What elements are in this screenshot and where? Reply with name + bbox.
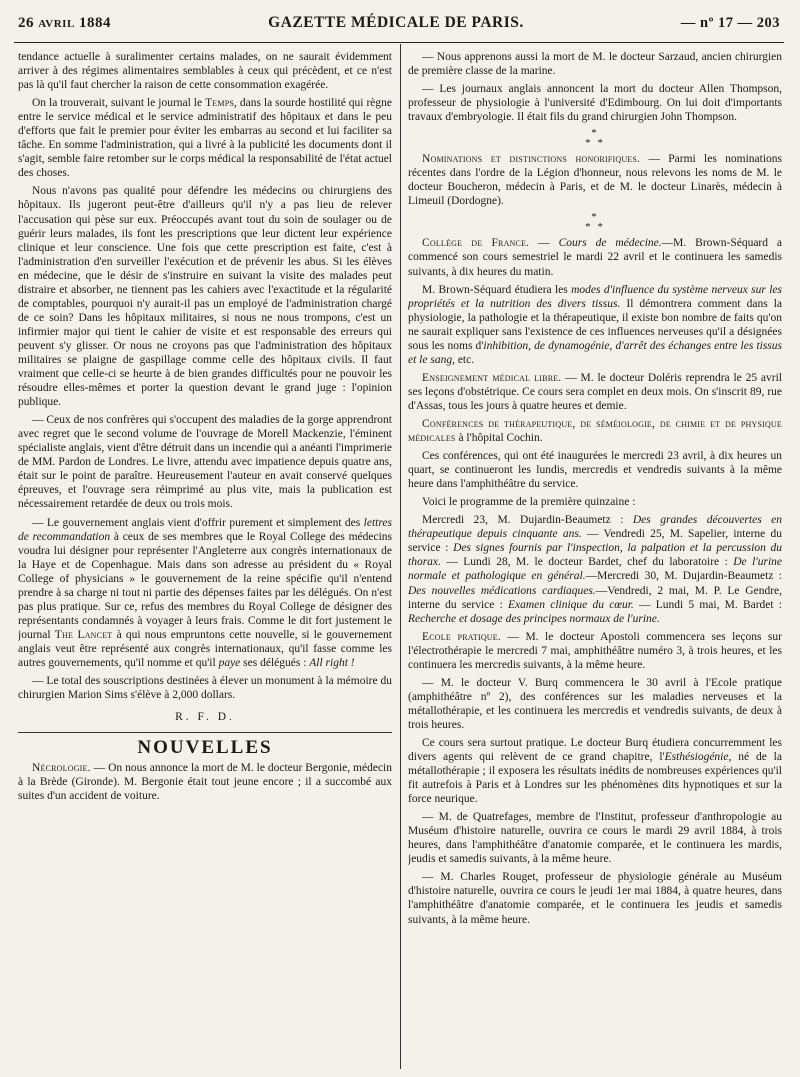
paragraph: — Nous apprenons aussi la mort de M. le docteur Sarzaud, ancien chirurgien de première classe de la marine. (408, 51, 782, 78)
paragraph: Nominations et distinctions honorifiques. — Parmi les nominations récentes dans l'ordre de la Légion d'honneur, nous relevons les noms de M. le docteur Boucheron, médecin à Paris, et de M. le docteur Linarès, médecin à Limeuil (Dordogne). (408, 153, 782, 208)
journal-name-lancet: The Lancet (54, 628, 113, 641)
issue-number: — nº 17 — 203 (680, 15, 780, 31)
paragraph: Enseignement médical libre. — M. le docteur Doléris reprendra le 25 avril ses leçons d'obstétrique. Ce cours sera complet en deux mois. On s'inscrit 89, rue d'Assas, tous les jours à quatre heures et demie. (408, 371, 782, 412)
column-divider (400, 44, 401, 1069)
paragraph: On la trouverait, suivant le journal le Temps, dans la sourde hostilité qui règne entre le service médical et le service administratif des hôpitaux et dans le peu d'efforts que fait le premier pour éviter les embarras au second et lui faciliter sa tâche. En somme l'administration, qui a livré à la publicité les documents dont il s'agit, semble faire retomber sur le corps médical la responsabilité de l'état actuel des choses. (18, 97, 392, 180)
rubric-label: Conférences de thérapeutique, de séméiologie, de chimie et de physique médicales (408, 417, 782, 445)
paragraph: Nécrologie. — On nous annonce la mort de M. le docteur Bergonie, médecin à la Brède (Gironde). M. Bergonie était tout jeune encore ; il a succombé aux suites d'un accident de voiture. (18, 762, 392, 803)
paragraph: Ce cours sera surtout pratique. Le docteur Burq étudiera concurremment les divers agents qui relèvent de ce grand chapitre, l'Esthésiogénie, né de la métallothérapie ; il exposera les résultats inédits de nombreuses expériences qu'il fit autrefois à Paris et à Londres sur les phénomènes dits hypnotiques et sur la force neurique. (408, 736, 782, 806)
rubric-label: Enseignement médical libre. (422, 371, 562, 384)
left-column (18, 50, 392, 1071)
paragraph: tendance actuelle à suralimenter certains malades, on ne saurait évidemment arriver à des régimes alimentaires semblables à ceux qui précèdent, et ce n'est pas là qu'il faut chercher la raison de cette consommation exagérée. (18, 51, 392, 92)
journal-name-temps: Temps (205, 97, 235, 110)
signature: R. F. D. (175, 711, 235, 724)
right-column (408, 50, 782, 1071)
paragraph: Nous n'avons pas qualité pour défendre les médecins ou chirurgiens des hôpitaux. Ils jugeront peut-être d'ailleurs qu'il n'y a pas lieu de relever l'accusation qui pèse sur eux. Préoccupés avant tout du soin de soulager ou de guérir leurs malades, ils font les prescriptions que leur dictent leur expérience clinique et leur conscience. Une fois que cette prescription est faite, c'est à l'administration d'en surveiller l'exécution et de prévenir les abus. Si les élèves en médecine, que le désir de s'instruire en suivant la visite des malades peut distraire et absorber, ne tiennent pas les cahiers avec l'exactitude et la régularité de comptables, pourquoi n'y aurait-il pas un employé de l'administration chargé de ce soin? Dans les hôpitaux militaires, si nous ne nous trompons, c'est un infirmier major qui tient le cahier de visite et est responsable des erreurs qui peuvent s'y glisser. Or nous ne croyons pas que l'administration des hôpitaux militaires se plaigne de gaspillage comme celle des hôpitaux civils. Il faut vraiment que celle-ci se heurte à de bien grandes difficultés pour ne pouvoir les résoudre elles-mêmes et porter la question devant le grand juge : l'opinion publique. (18, 185, 392, 409)
paragraph: — Ceux de nos confrères qui s'occupent des maladies de la gorge apprendront avec regret que le second volume de l'ouvrage de Morell Mackenzie, l'éminent spécialiste anglais, vient d'être détruit dans un incendie qui a anéanti l'imprimerie de MM. Pardon de Londres. Le livre, attendu avec impatience depuis quatre ans, était sur le point de paraître. Heureusement l'auteur en avait conservé quelques épreuves, et l'ouvrage sera réimprimé au plus vite, mais la publication est nécessairement retardée de deux ou trois mois. (18, 414, 392, 511)
paragraph: Voici le programme de la première quinzaine : (422, 496, 636, 509)
section-title: NOUVELLES (137, 737, 273, 759)
paragraph: — Le total des souscriptions destinées à élever un monument à la mémoire du chirurgien Marion Sims s'élève à 2,000 dollars. (18, 675, 392, 702)
paragraph: Ecole pratique. — M. le docteur Apostoli commencera ses leçons sur l'électrothérapie le mercredi 7 mai, amphithéâtre numéro 3, à trois heures, et les continuera les mercredis suivants, à la même heure. (408, 630, 782, 671)
paragraph: Conférences de thérapeutique, de séméiologie, de chimie et de physique médicales à l'hôpital Cochin. (408, 417, 782, 445)
paragraph: Collège de France. — Cours de médecine.—M. Brown-Séquard a commencé son cours semestriel le mardi 22 avril et le continuera les samedis suivants, à dix heures du matin. (408, 237, 782, 278)
rubric-label: Nécrologie. (32, 762, 91, 775)
paragraph: Mercredi 23, M. Dujardin-Beaumetz : Des grandes découvertes en thérapeutique depuis cinquante ans. — Vendredi 25, M. Sapelier, interne du service : Des signes fournis par l'inspection, la palpation et la percussion du thorax. — Lundi 28, M. le docteur Bardet, chef du laboratoire : De l'urine normale et pathologique en général.—Mercredi 30, M. Dujardin-Beaumetz : Des nouvelles médications cardiaques.—Vendredi, 2 mai, M. P. Le Gendre, interne du service : Examen clinique du cœur. — Lundi 5 mai, M. Bardet : Recherche et dosage des principes normaux de l'urine. (408, 514, 782, 625)
paragraph: Ces conférences, qui ont été inaugurées le mercredi 23 avril, à dix heures un quart, se continueront les lundis, mercredis et vendredis suivants à la même heure dans l'amphithéâtre du service. (408, 450, 782, 491)
paragraph: — Les journaux anglais annoncent la mort du docteur Allen Thompson, professeur de physiologie à l'université d'Edimbourg. On lui doit d'importants travaux d'embryologie. Il était fils du grand chirurgien John Thompson. (408, 83, 782, 124)
paragraph: — M. Charles Rouget, professeur de physiologie générale au Muséum d'histoire naturelle, ouvrira ce cours le jeudi 1er mai 1884, à quatre heures, dans l'amphithéâtre d'anatomie comparée, et le continuera les jeudis et samedis suivants, à la même heure. (408, 871, 782, 926)
rubric-label: Collège de France. (422, 237, 530, 250)
journal-title: GAZETTE MÉDICALE DE PARIS. (268, 14, 524, 31)
asterism: * * * (585, 127, 605, 150)
header-rule (14, 42, 784, 43)
paragraph: — Le gouvernement anglais vient d'offrir purement et simplement des lettres de recommandation à ceux de ses membres que le Royal College des médecins voudra lui désigner pour représenter l'Angleterre aux congrès internationaux de la Haye et de Copenhague. Mais dans son adresse au président du « Royal College of physicians » le gouvernement de la reine spécifie qu'il n'entend prendre à sa charge ni tout ni partie des dépenses faites par les délégués. On n'est pas plus pratique. Sur ce, refus des membres du Royal College de désigner des représentants condamnés à voyager à leurs frais. Comme le dit fort justement le journal The Lancet à qui nous empruntons cette nouvelle, si le gouvernement anglais veut être représenté aux congrès internationaux, qu'il fasse comme les autres gouvernements, qu'il nomme et qu'il paye ses délégués : All right ! (18, 516, 392, 669)
header-date: 26 avril 1884 (18, 15, 112, 31)
section-rule (18, 732, 392, 733)
page-header (18, 14, 780, 36)
asterism: * * * (585, 211, 605, 234)
paragraph: — M. le docteur V. Burq commencera le 30 avril à l'Ecole pratique (amphithéâtre nº 2), des conférences sur les maladies nerveuses et la métallothérapie, et les continuera les mercredis et vendredis suivants, de deux à trois heures. (408, 676, 782, 731)
rubric-label: Nominations et distinctions honorifiques. (422, 153, 641, 166)
paragraph: M. Brown-Séquard étudiera les modes d'influence du système nerveux sur les propriétés et la nutrition des divers tissus. Il démontrera comment dans la physiologie, la pathologie et la thérapeutique, il existe bon nombre de faits qu'on ne saurait expliquer sans l'existence de ces influences nerveuses qu'il a désignées sous les noms d'inhibition, de dynamogénie, d'arrêt des échanges entre les tissus et le sang, etc. (408, 283, 782, 366)
rubric-label: Ecole pratique. (422, 630, 501, 643)
paragraph: — M. de Quatrefages, membre de l'Institut, professeur d'anthropologie au Muséum d'histoire naturelle, ouvrira ce cours le mardi 29 avril 1884, à trois heures, dans l'amphithéâtre d'anatomie comparée, et le continuera les mardis, jeudis et samedis suivants, à la même heure. (408, 811, 782, 866)
